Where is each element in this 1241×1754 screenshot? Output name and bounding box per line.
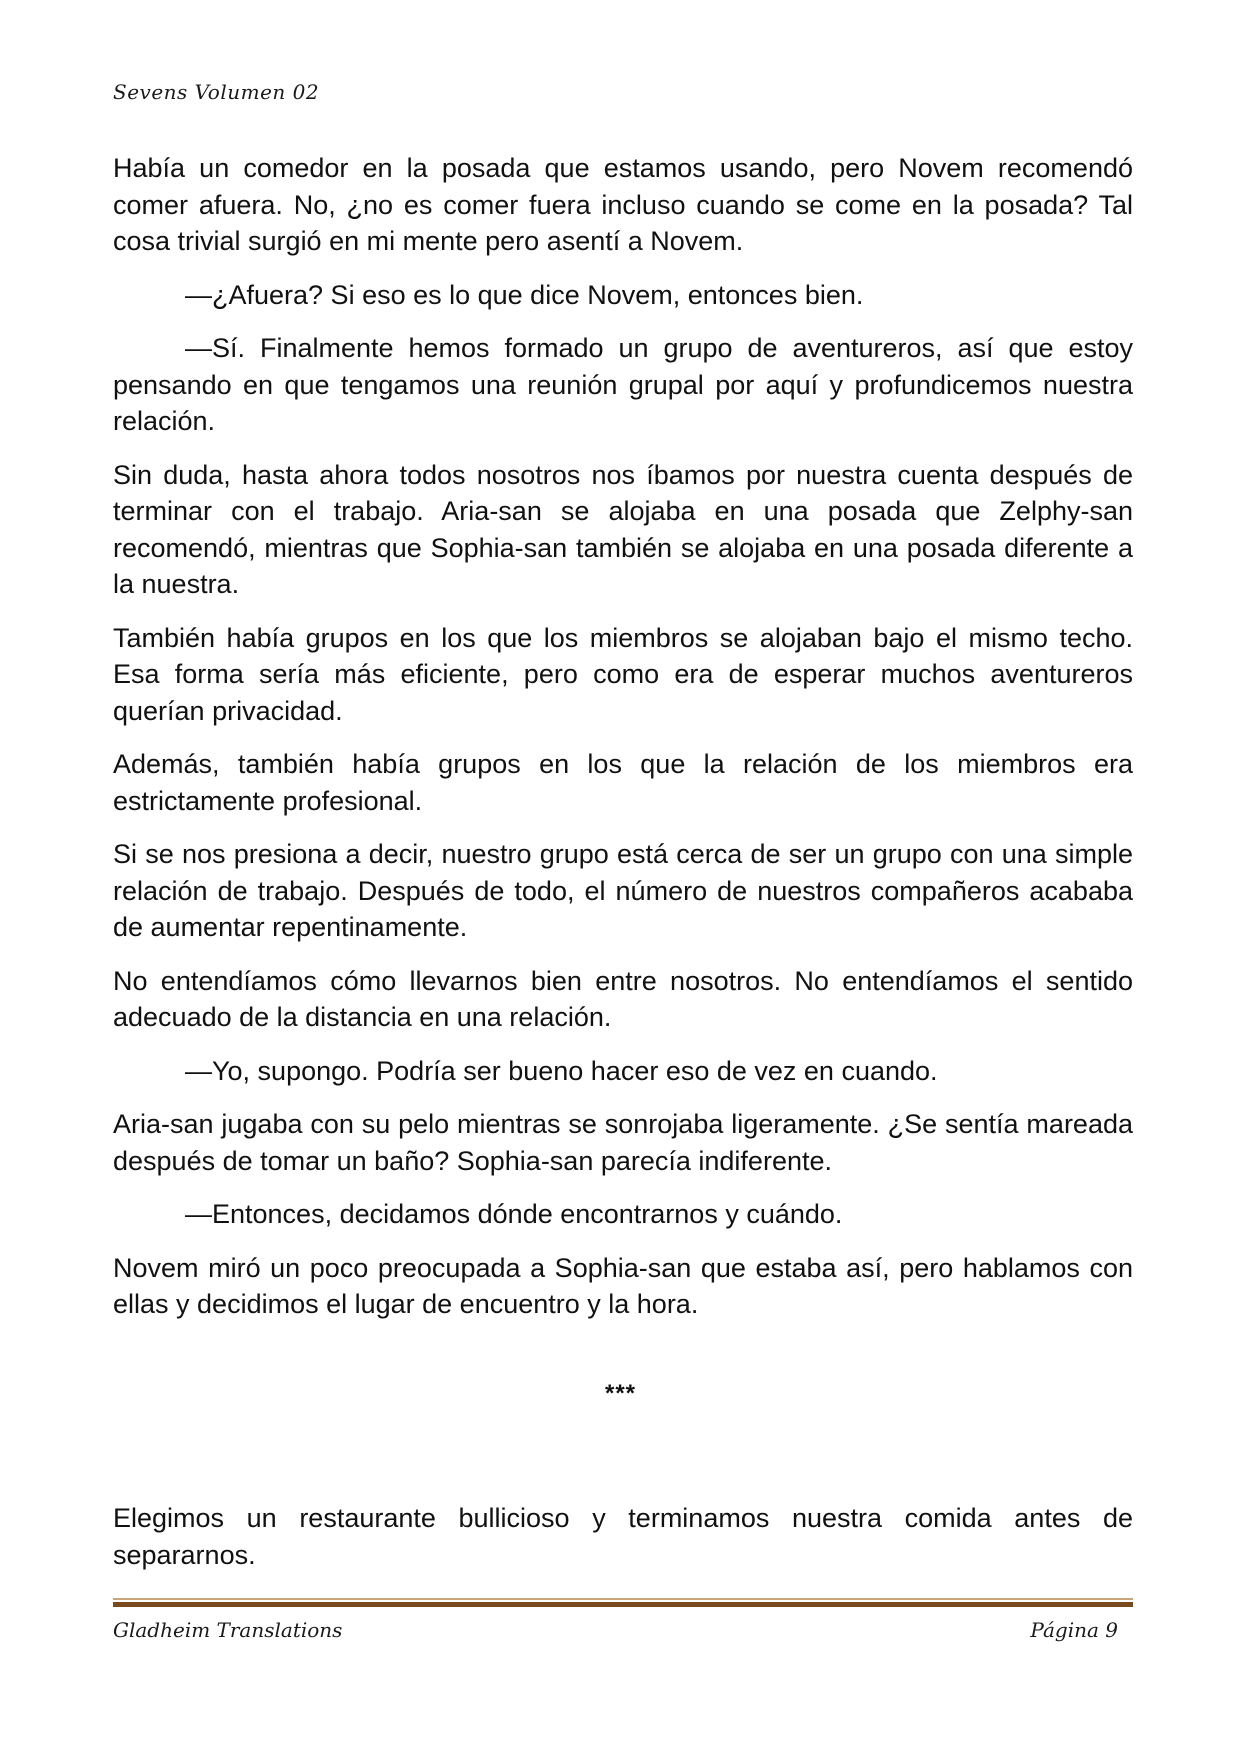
dialogue-line: —Entonces, decidamos dónde encontrarnos y cuándo. — [185, 1199, 843, 1229]
paragraph: Había un comedor en la posada que estamos usando, pero Novem recomendó comer afuera. No, ¿no es comer fuera incluso cuando se come en la posada? Tal cosa trivial surgió en mi mente pero asentí a Novem. — [113, 153, 1133, 256]
footer-publisher: Gladheim Translations — [113, 1618, 343, 1642]
footer-page-number: Página 9 — [1030, 1618, 1118, 1642]
running-header: Sevens Volumen 02 — [113, 80, 320, 104]
closing-paragraph: Elegimos un restaurante bullicioso y terminamos nuestra comida antes de separarnos. — [113, 1503, 1133, 1570]
scene-break: *** — [604, 1380, 637, 1407]
paragraph: Si se nos presiona a decir, nuestro grupo está cerca de ser un grupo con una simple relación de trabajo. Después de todo, el número de nuestros compañeros acababa de aumentar repentinamente. — [113, 839, 1133, 942]
paragraph: Sin duda, hasta ahora todos nosotros nos íbamos por nuestra cuenta después de terminar con el trabajo. Aria-san se alojaba en una posada que Zelphy-san recomendó, mientras que Sophia-san también se alojaba en una posada diferente a la nuestra. — [113, 459, 1133, 599]
body-text — [113, 150, 1133, 1340]
paragraph: Además, también había grupos en los que la relación de los miembros era estrictamente profesional. — [113, 749, 1133, 816]
paragraph: Aria-san jugaba con su pelo mientras se sonrojaba ligeramente. ¿Se sentía mareada después de tomar un baño? Sophia-san parecía indiferente. — [113, 1109, 1133, 1176]
paragraph: No entendíamos cómo llevarnos bien entre nosotros. No entendíamos el sentido adecuado de la distancia en una relación. — [113, 965, 1133, 1032]
paragraph: Novem miró un poco preocupada a Sophia-san que estaba así, pero hablamos con ellas y decidimos el lugar de encuentro y la hora. — [113, 1252, 1133, 1319]
paragraph: También había grupos en los que los miembros se alojaban bajo el mismo techo. Esa forma sería más eficiente, pero como era de esperar muchos aventureros querían privacidad. — [113, 622, 1133, 726]
dialogue-line: —Yo, supongo. Podría ser bueno hacer eso de vez en cuando. — [185, 1055, 938, 1086]
footer-rule — [113, 1598, 1133, 1607]
dialogue-line: —Sí. Finalmente hemos formado un grupo de aventureros, así que estoy pensando en que tengamos una reunión grupal por aquí y profundicemos nuestra relación. — [113, 333, 1133, 436]
footer-rule-thick-line — [113, 1602, 1133, 1607]
dialogue-line: —¿Afuera? Si eso es lo que dice Novem, entonces bien. — [185, 279, 864, 310]
